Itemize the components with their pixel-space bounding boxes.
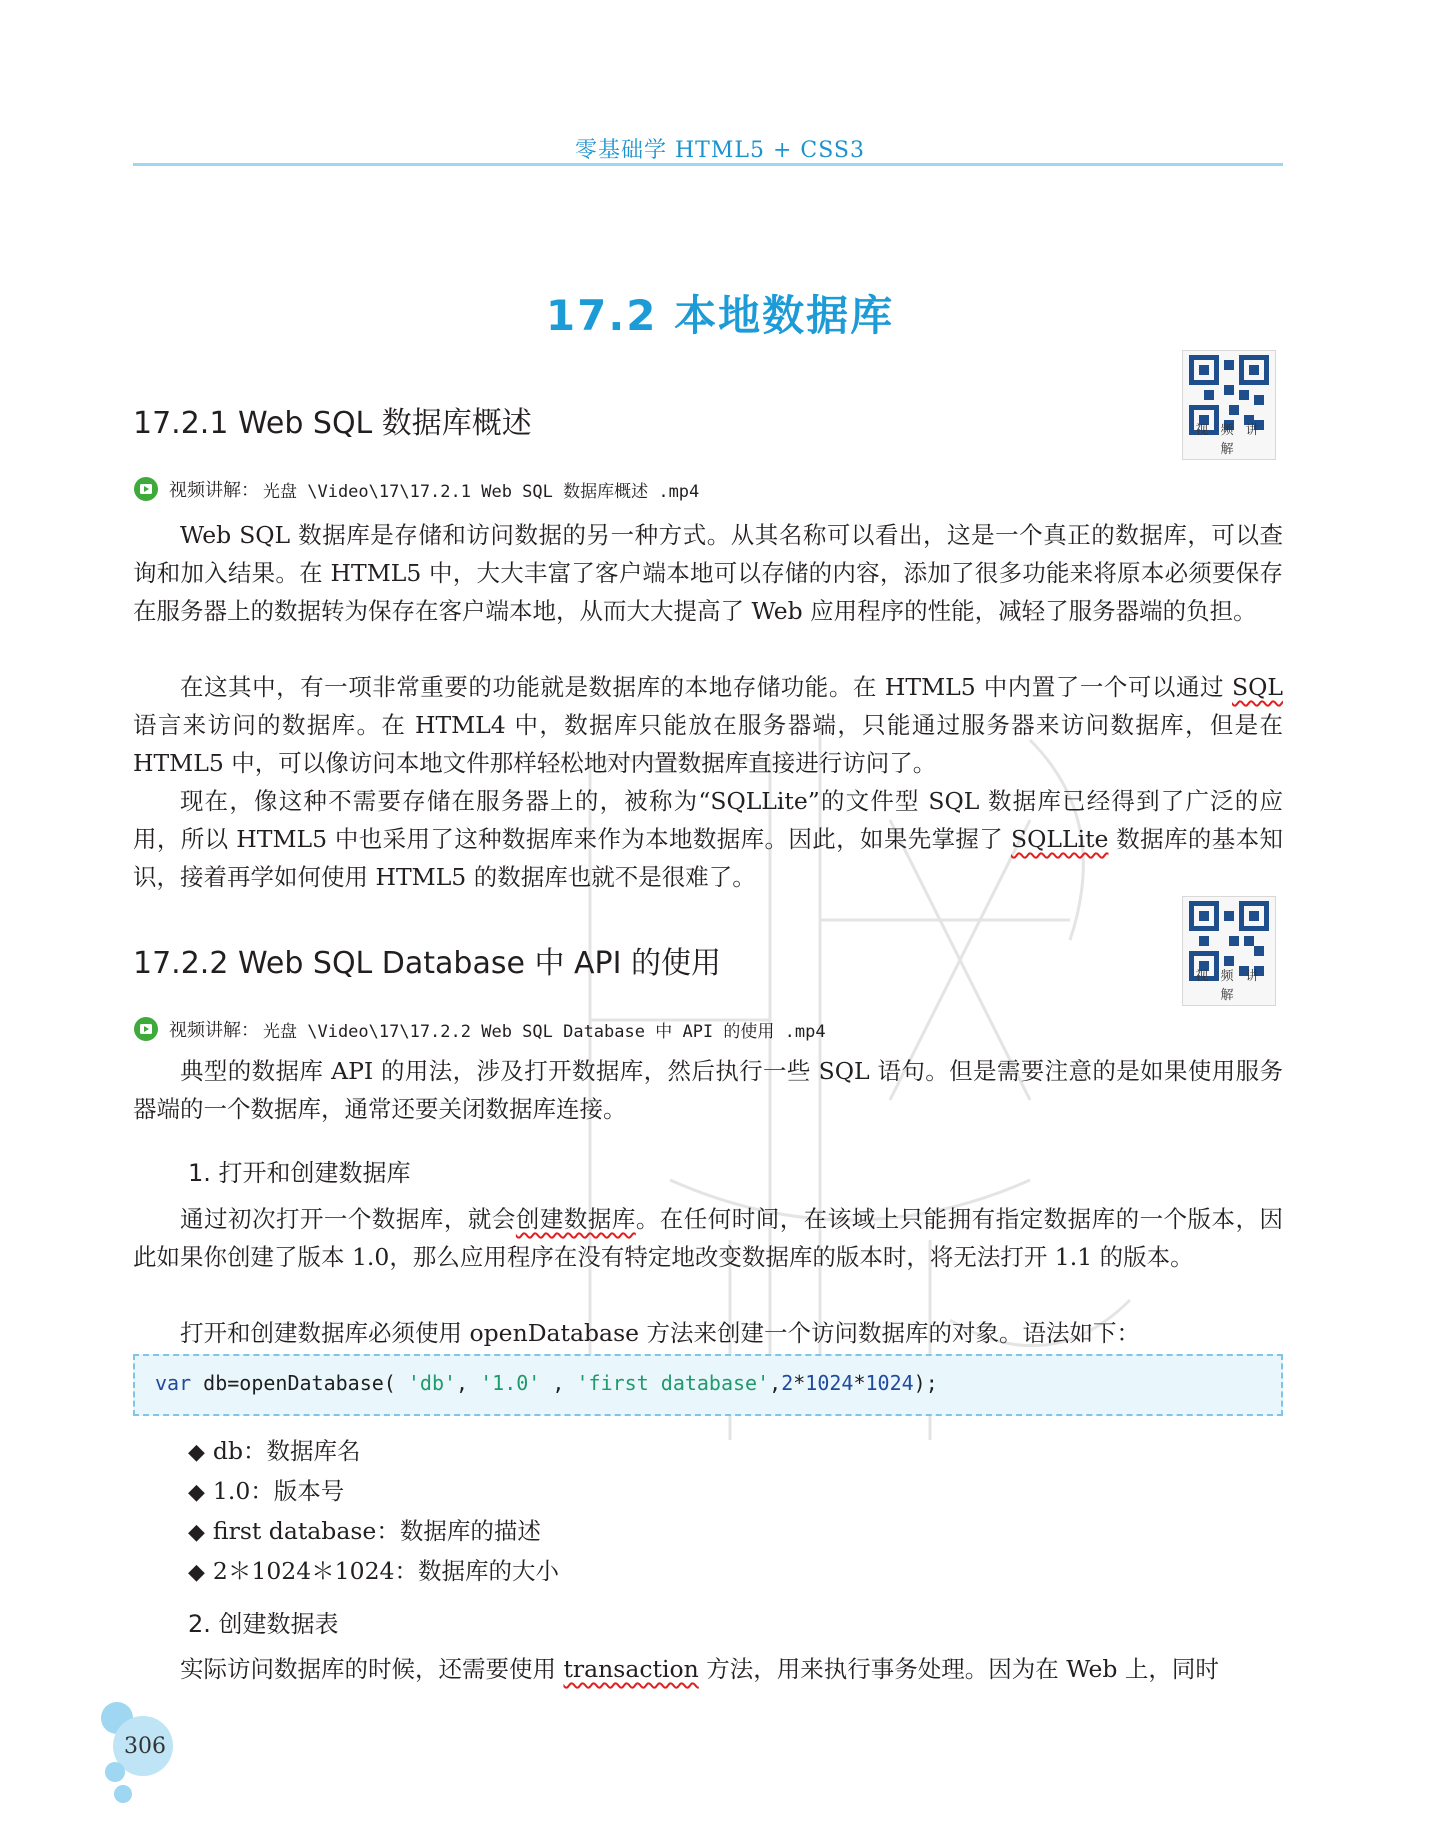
section-title: 17.2 本地数据库 [545, 291, 895, 340]
video-label: 视频讲解： [169, 1020, 259, 1041]
header-divider [133, 163, 1283, 166]
heading-create-table: 2. 创建数据表 [188, 1610, 339, 1638]
paragraph-2-b: 语言来访问的数据库。在 HTML4 中，数据库只能放在服务器端，只能通过服务器来访问数据库，但是在 HTML5 中，可以像访问本地文件那样轻松地对内置数据库直接进行访问了。 [133, 711, 1283, 777]
code-string: 'first database' [576, 1371, 770, 1395]
paragraph-5-a: 通过初次打开一个数据库，就会 [180, 1205, 516, 1233]
code-number: 2 [781, 1371, 794, 1395]
code-number: 1024 [805, 1371, 854, 1395]
paragraph-3-a: 现在，像这种不需要存储在服务器上的，被称为“SQLLite”的文件型 SQL 数据库已经得到了广泛的应用，所以 HTML5 中也采用了这种数据库来作为本地数据库。因此，如果先掌握了 [133, 787, 1283, 853]
video-icon [133, 476, 159, 502]
video-reference-1 [133, 476, 699, 502]
video-path: 光盘 \Video\17\17.2.1 Web SQL 数据库概述 .mp4 [263, 481, 700, 502]
code-block [133, 1354, 1283, 1416]
paragraph-3 [133, 782, 1283, 896]
video-icon [133, 1016, 159, 1042]
paragraph-7-a: 实际访问数据库的时候，还需要使用 [180, 1655, 564, 1683]
term-sqllite: SQLLite [1011, 825, 1109, 853]
paragraph-6: 打开和创建数据库必须使用 openDatabase 方法来创建一个访问数据库的对象。语法如下： [180, 1319, 1140, 1347]
paragraph-3-b: 数据库的基本知识，接着再学如何使用 HTML5 的数据库也就不是很难了。 [133, 825, 1283, 891]
parameter-list [188, 1432, 559, 1592]
subsection-title-1: 17.2.1 Web SQL 数据库概述 [133, 406, 532, 441]
code-text: , [769, 1371, 782, 1395]
qr-label: 视 频 讲 解 [1195, 969, 1263, 1003]
list-item: ◆ first database：数据库的描述 [188, 1512, 559, 1552]
paragraph-7 [133, 1650, 1283, 1688]
code-text: * [793, 1371, 806, 1395]
code-text: , [456, 1371, 481, 1395]
code-string: '1.0' [480, 1371, 541, 1395]
list-item: ◆ 1.0：版本号 [188, 1472, 559, 1512]
paragraph-2 [133, 668, 1283, 782]
list-item: ◆ db：数据库名 [188, 1432, 559, 1472]
paragraph-5-b: 。在任何时间，在该域上只能拥有指定数据库的一个版本，因此如果你创建了版本 1.0，那么应用程序在没有特定地改变数据库的版本时，将无法打开 1.1 的版本。 [133, 1205, 1284, 1271]
paragraph-5 [133, 1200, 1283, 1276]
code-text: * [853, 1371, 866, 1395]
running-header: 零基础学 HTML5 + CSS3 [575, 138, 865, 163]
paragraph-4: 典型的数据库 API 的用法，涉及打开数据库，然后执行一些 SQL 语句。但是需要注意的是如果使用服务器端的一个数据库，通常还要关闭数据库连接。 [133, 1057, 1283, 1123]
page-number: 306 [124, 1734, 166, 1759]
paragraph-1: Web SQL 数据库是存储和访问数据的另一种方式。从其名称可以看出，这是一个真正的数据库，可以查询和加入结果。在 HTML5 中，大大丰富了客户端本地可以存储的内容，添加了很多功能来将原本必须要保存在服务器上的数据转为保存在客户端本地，从而大大提高了 Web 应用程序的性能，减轻了服务器端的负担。 [133, 521, 1283, 625]
qr-code-1[interactable] [1182, 350, 1276, 460]
video-path: 光盘 \Video\17\17.2.2 Web SQL Database 中 API 的使用 .mp4 [263, 1021, 826, 1042]
paragraph-2-a: 在这其中，有一项非常重要的功能就是数据库的本地存储功能。在 HTML5 中内置了一个可以通过 [180, 673, 1233, 701]
code-text: ); [913, 1371, 938, 1395]
qr-label: 视 频 讲 解 [1195, 423, 1263, 457]
code-keyword: var [155, 1371, 192, 1395]
subsection-title-2: 17.2.2 Web SQL Database 中 API 的使用 [133, 946, 722, 981]
code-text: db=openDatabase( [191, 1371, 408, 1395]
code-string: 'db' [407, 1371, 457, 1395]
code-number: 1024 [865, 1371, 914, 1395]
qr-code-2[interactable] [1182, 896, 1276, 1006]
term-create-db: 创建数据库 [515, 1205, 636, 1233]
video-reference-2 [133, 1016, 826, 1042]
paragraph-7-b: 方法，用来执行事务处理。因为在 Web 上，同时 [698, 1655, 1219, 1683]
code-line [155, 1371, 938, 1395]
heading-open-create-db: 1. 打开和创建数据库 [188, 1159, 411, 1187]
list-item: ◆ 2＊1024＊1024：数据库的大小 [188, 1552, 559, 1592]
term-transaction: transaction [563, 1655, 699, 1683]
code-text: , [540, 1371, 577, 1395]
term-sql: SQL [1232, 673, 1283, 701]
video-label: 视频讲解： [169, 480, 259, 501]
